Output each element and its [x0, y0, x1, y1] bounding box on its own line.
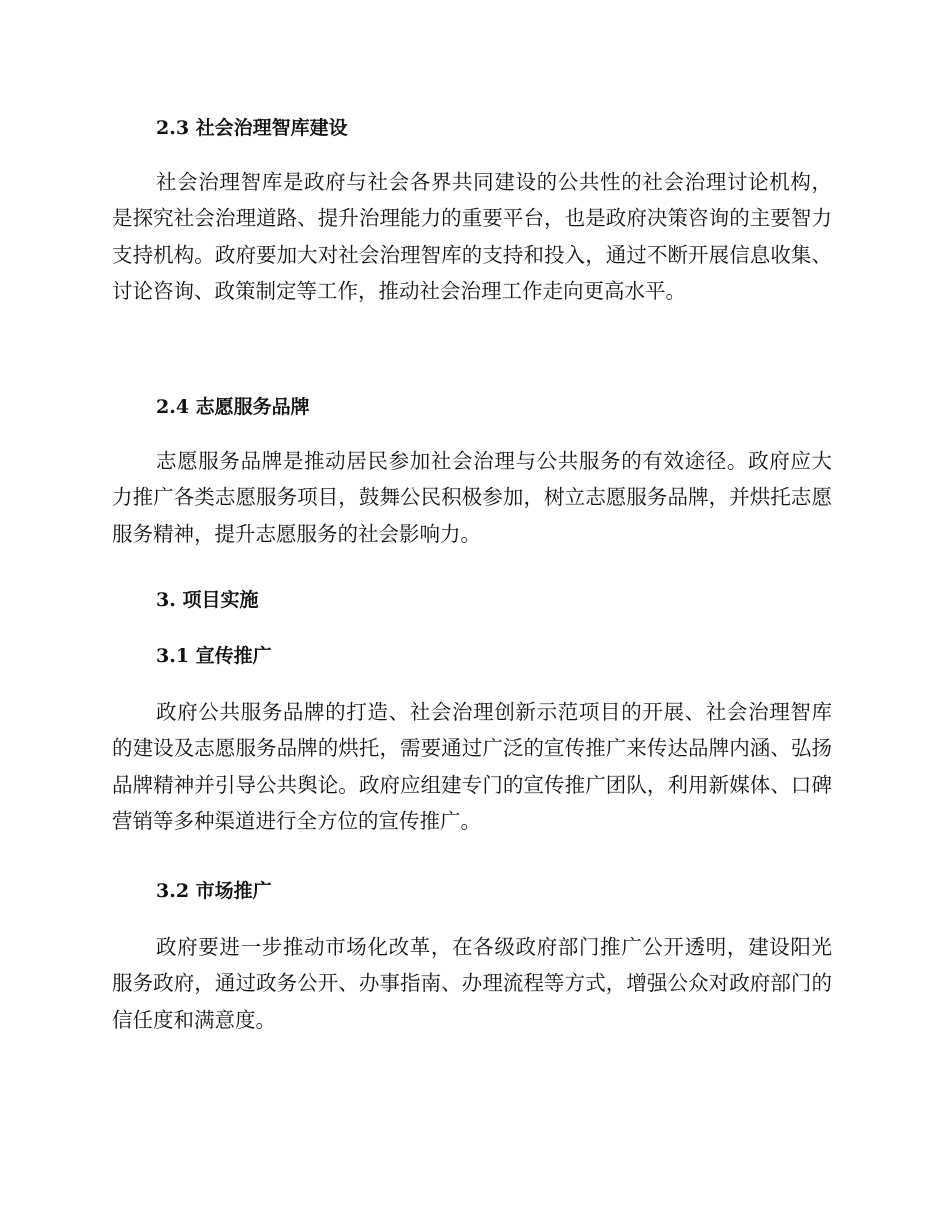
- paragraph-market-promotion: 政府要进一步推动市场化改革，在各级政府部门推广公开透明，建设阳光服务政府，通过政务公开、办事指南、办理流程等方式，增强公众对政府部门的信任度和满意度。: [112, 935, 832, 1032]
- section-heading-3: 3. 项目实施: [156, 589, 259, 611]
- section-heading-2-3: 2.3 社会治理智库建设: [156, 117, 348, 139]
- section-heading-3-2: 3.2 市场推广: [156, 880, 272, 902]
- paragraph-publicity: 政府公共服务品牌的打造、社会治理创新示范项目的开展、社会治理智库的建设及志愿服务品牌的烘托，需要通过广泛的宣传推广来传达品牌内涵、弘扬品牌精神并引导公共舆论。政府应组建专门的宣传推广团队，利用新媒体、口碑营销等多种渠道进行全方位的宣传推广。: [112, 700, 832, 834]
- section-heading-3-1: 3.1 宣传推广: [156, 645, 272, 667]
- section-heading-2-4: 2.4 志愿服务品牌: [156, 396, 310, 418]
- paragraph-think-tank: 社会治理智库是政府与社会各界共同建设的公共性的社会治理讨论机构，是探究社会治理道路、提升治理能力的重要平台，也是政府决策咨询的主要智力支持机构。政府要加大对社会治理智库的支持和投入，通过不断开展信息收集、讨论咨询、政策制定等工作，推动社会治理工作走向更高水平。: [112, 170, 832, 304]
- paragraph-volunteer-brand: 志愿服务品牌是推动居民参加社会治理与公共服务的有效途径。政府应大力推广各类志愿服务项目，鼓舞公民积极参加，树立志愿服务品牌，并烘托志愿服务精神，提升志愿服务的社会影响力。: [112, 449, 832, 546]
